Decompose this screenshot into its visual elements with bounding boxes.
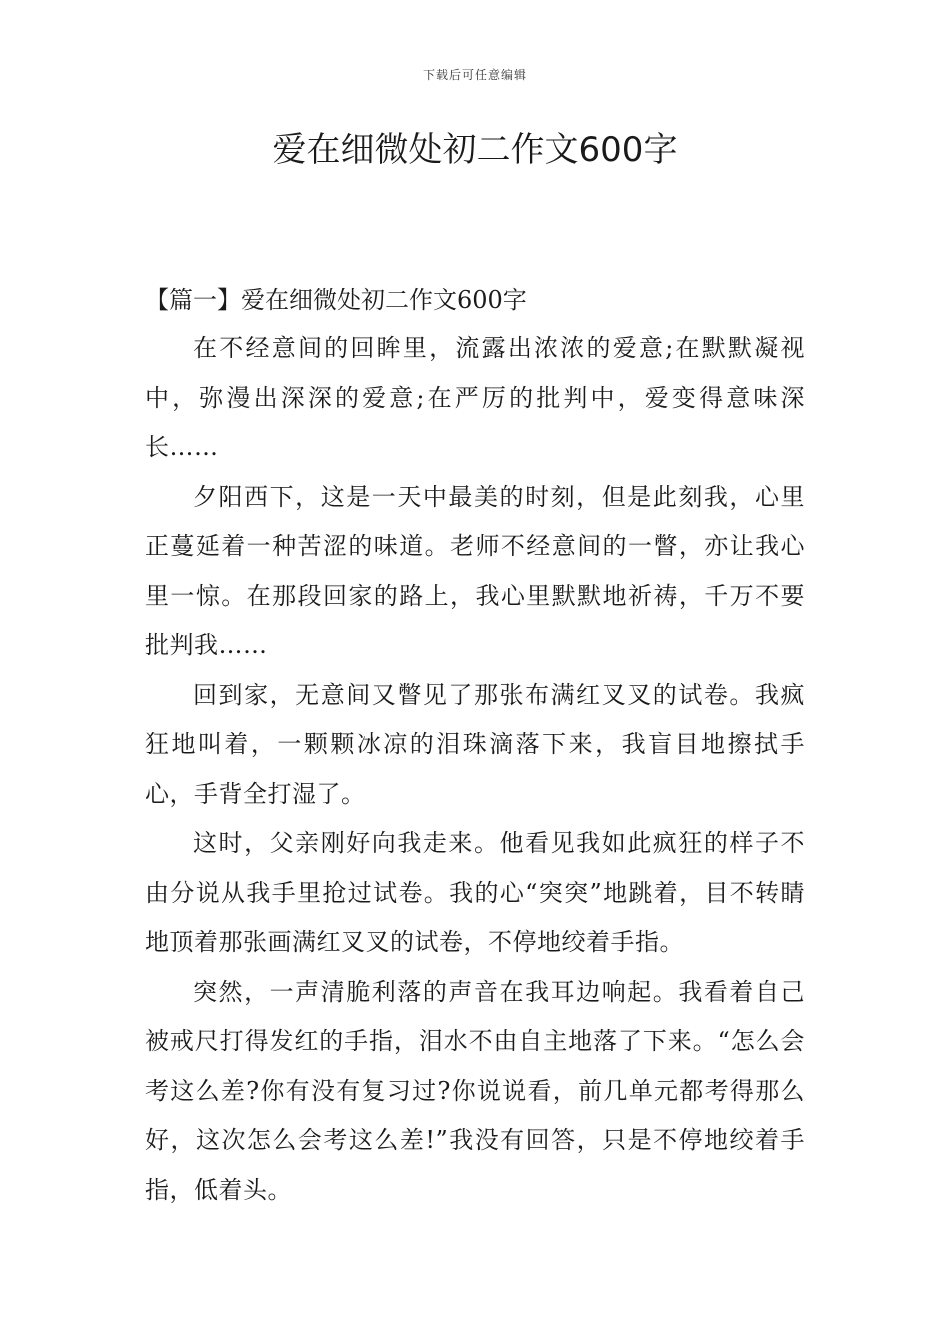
section-heading: 【篇一】爱在细微处初二作文600字 <box>145 286 527 314</box>
document-title: 爱在细微处初二作文600字 <box>272 130 678 170</box>
paragraph-1: 在不经意间的回眸里，流露出浓浓的爱意;在默默凝视中，弥漫出深深的爱意;在严厉的批判中，爱变得意味深长…… <box>145 334 805 461</box>
paragraph-5: 突然，一声清脆利落的声音在我耳边响起。我看着自己被戒尺打得发红的手指，泪水不由自主地落了下来。“怎么会考这么差?你有没有复习过?你说说看，前几单元都考得那么好，这次怎么会考这么差!”我没有回答，只是不停地绞着手指，低着头。 <box>145 977 805 1204</box>
paragraph-3: 回到家，无意间又瞥见了那张布满红叉叉的试卷。我疯狂地叫着，一颗颗冰凉的泪珠滴落下来，我盲目地擦拭手心，手背全打湿了。 <box>145 680 805 808</box>
paragraph-2: 夕阳西下，这是一天中最美的时刻，但是此刻我，心里正蔓延着一种苦涩的味道。老师不经意间的一瞥，亦让我心里一惊。在那段回家的路上，我心里默默地祈祷，千万不要批判我…… <box>145 482 805 659</box>
paragraph-4: 这时，父亲刚好向我走来。他看见我如此疯狂的样子不由分说从我手里抢过试卷。我的心“突突”地跳着，目不转睛地顶着那张画满红叉叉的试卷，不停地绞着手指。 <box>145 829 805 956</box>
header-note: 下载后可任意编辑 <box>422 68 527 82</box>
article-body <box>145 280 805 1215</box>
